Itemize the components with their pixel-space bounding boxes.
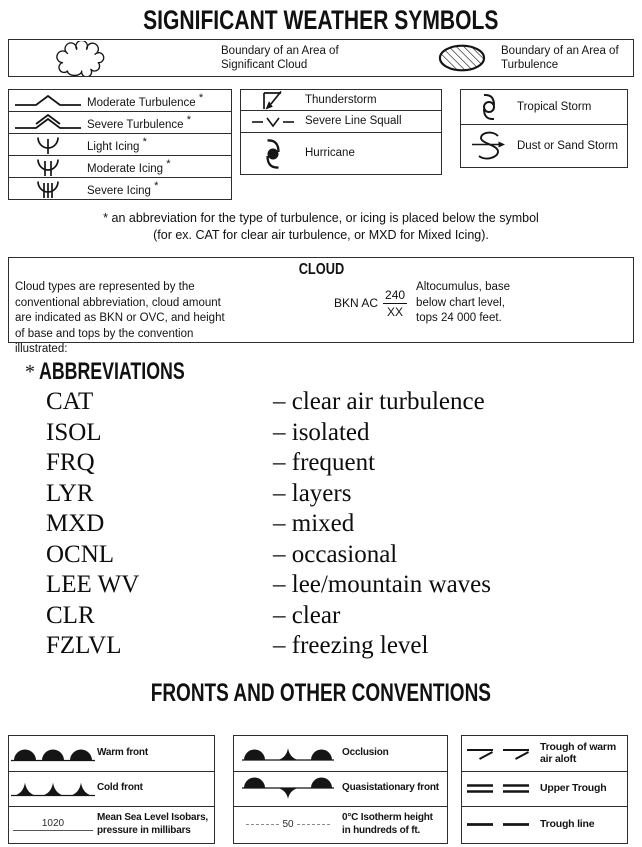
heading-text: ABBREVIATIONS xyxy=(39,358,185,385)
abbreviation-item xyxy=(46,418,634,449)
abbreviation-item xyxy=(46,631,634,662)
row-label: Moderate Turbulence xyxy=(87,96,196,109)
row-label: Thunderstorm xyxy=(305,93,377,106)
abbr-term: LYR xyxy=(46,479,94,507)
abbr-definition: – lee/mountain waves xyxy=(273,571,491,599)
note-line-1: * an abbreviation for the type of turbulence, or icing is placed below the symbol xyxy=(103,211,539,225)
boundary-turbulence-label: Boundary of an Area of Turbulence xyxy=(501,45,619,71)
page-title: SIGNIFICANT WEATHER SYMBOLS xyxy=(143,5,499,35)
note-asterisk: * xyxy=(142,135,147,148)
moderate-turbulence-icon xyxy=(9,93,87,109)
abbreviations-list xyxy=(8,387,634,662)
hurricane-icon xyxy=(241,137,305,171)
boundary-box xyxy=(8,39,634,77)
row-label: Severe Icing xyxy=(87,184,151,197)
warm-front-icon xyxy=(9,745,97,762)
table-row xyxy=(9,134,231,156)
isobar-icon xyxy=(9,818,97,831)
fronts-section-title: FRONTS AND OTHER CONVENTIONS xyxy=(150,678,492,707)
fronts-tables-row xyxy=(8,735,634,844)
row-label: Dust or Sand Storm xyxy=(517,139,618,152)
abbr-definition: – mixed xyxy=(273,510,355,538)
cloud-height-fraction xyxy=(383,288,407,319)
upper-trough-icon xyxy=(462,782,540,795)
cloud-outline-icon xyxy=(54,41,106,76)
fronts-table-1 xyxy=(8,735,215,844)
turbulence-icing-table xyxy=(8,89,232,200)
table-row xyxy=(9,90,231,112)
asterisk-note xyxy=(8,210,634,244)
abbr-definition: – layers xyxy=(273,479,352,507)
table-row xyxy=(462,807,627,843)
cloud-section xyxy=(8,257,634,355)
thunderstorm-icon xyxy=(241,90,305,110)
table-row xyxy=(241,90,441,111)
tropical-table xyxy=(460,89,628,168)
row-label: Tropical Storm xyxy=(517,100,592,113)
light-icing-icon xyxy=(9,134,87,155)
abbr-term: ISOL xyxy=(46,418,102,446)
table-row xyxy=(234,807,447,843)
tropical-storm-icon xyxy=(461,92,517,122)
abbr-term: FZLVL xyxy=(46,632,122,660)
row-label: 0°C Isotherm height in hundreds of ft. xyxy=(342,812,433,836)
weather-legend-page xyxy=(0,4,642,844)
abbr-term: OCNL xyxy=(46,540,115,568)
abbreviation-item xyxy=(46,601,634,632)
abbr-term: CLR xyxy=(46,601,95,629)
abbr-term: MXD xyxy=(46,510,105,538)
isotherm-icon xyxy=(234,819,342,830)
abbr-term: FRQ xyxy=(46,449,95,477)
table-row xyxy=(9,736,214,772)
abbr-definition: – freezing level xyxy=(273,632,429,660)
fronts-table-2 xyxy=(233,735,448,844)
storms-table xyxy=(240,89,442,175)
abbreviation-item xyxy=(46,387,634,418)
table-row xyxy=(462,736,627,772)
fronts-table-3 xyxy=(461,735,628,844)
note-asterisk: * xyxy=(166,157,171,170)
table-row xyxy=(234,736,447,772)
note-asterisk: * xyxy=(154,179,159,192)
note-asterisk: * xyxy=(198,91,204,104)
table-row xyxy=(9,112,231,134)
boundary-cloud-label: Boundary of an Area of Significant Cloud xyxy=(221,45,339,71)
cloud-section-body: Cloud types are represented by the conventional abbreviation, cloud amount are indicated as BKN or OVC, and height of base and tops by the convention illustrated: xyxy=(15,281,225,355)
hatched-ellipse-icon xyxy=(437,43,487,73)
row-label: Quasistationary front xyxy=(342,782,439,794)
cloud-base-value: XX xyxy=(387,304,404,319)
table-row xyxy=(9,178,231,199)
abbr-term: CAT xyxy=(46,388,94,416)
row-label: Trough line xyxy=(540,818,595,831)
cloud-tops-value: 240 xyxy=(385,287,406,302)
abbreviations-heading xyxy=(8,357,634,387)
row-label: Hurricane xyxy=(305,147,355,159)
row-label: Cold front xyxy=(97,782,143,794)
abbr-definition: – occasional xyxy=(273,540,398,568)
trough-line-icon xyxy=(462,821,540,828)
trough-warm-air-icon xyxy=(462,745,540,762)
row-label: Occlusion xyxy=(342,746,389,758)
abbr-definition: – isolated xyxy=(273,418,370,446)
row-label: Upper Trough xyxy=(540,782,607,795)
row-label: Moderate Icing xyxy=(87,162,164,175)
row-label: Severe Line Squall xyxy=(305,115,402,127)
severe-icing-icon xyxy=(9,178,87,199)
table-row xyxy=(241,111,441,133)
occlusion-icon xyxy=(234,744,342,763)
isotherm-value: 50 xyxy=(282,819,294,830)
table-row xyxy=(241,133,441,174)
row-label: Mean Sea Level Isobars, pressure in millibars xyxy=(97,812,209,836)
severe-line-squall-icon xyxy=(241,115,305,129)
symbol-tables-row xyxy=(8,89,634,200)
table-row xyxy=(461,125,627,167)
note-asterisk: * xyxy=(186,113,192,126)
table-row xyxy=(462,772,627,807)
abbr-definition: – clear air turbulence xyxy=(273,388,485,416)
cloud-example xyxy=(334,280,520,327)
table-row xyxy=(461,90,627,125)
heading-asterisk: * xyxy=(25,360,35,383)
cloud-example-prefix: BKN AC xyxy=(334,296,379,311)
cloud-example-description: Altocumulus, base below chart level, tops 24 000 feet. xyxy=(416,281,511,324)
abbreviation-item xyxy=(46,509,634,540)
table-row xyxy=(9,772,214,807)
abbr-definition: – frequent xyxy=(273,449,376,477)
note-line-2: (for ex. CAT for clear air turbulence, or MXD for Mixed Icing). xyxy=(153,228,489,242)
cloud-section-title: CLOUD xyxy=(298,261,344,278)
table-row xyxy=(234,772,447,807)
row-label: Warm front xyxy=(97,746,148,758)
isobar-value: 1020 xyxy=(41,818,65,829)
moderate-icing-icon xyxy=(9,156,87,177)
abbreviation-item xyxy=(46,570,634,601)
severe-turbulence-icon xyxy=(9,114,87,132)
row-label: Severe Turbulence xyxy=(87,118,184,131)
quasistationary-front-icon xyxy=(234,776,342,801)
abbr-definition: – clear xyxy=(273,601,341,629)
abbreviation-item xyxy=(46,479,634,510)
dust-sand-storm-icon xyxy=(461,131,517,161)
row-label: Light Icing xyxy=(87,140,140,153)
abbreviation-item xyxy=(46,448,634,479)
abbr-term: LEE WV xyxy=(46,571,140,599)
abbreviation-item xyxy=(46,540,634,571)
table-row xyxy=(9,156,231,178)
cold-front-icon xyxy=(9,780,97,797)
row-label: Trough of warm air aloft xyxy=(540,740,616,765)
table-row xyxy=(9,807,214,843)
